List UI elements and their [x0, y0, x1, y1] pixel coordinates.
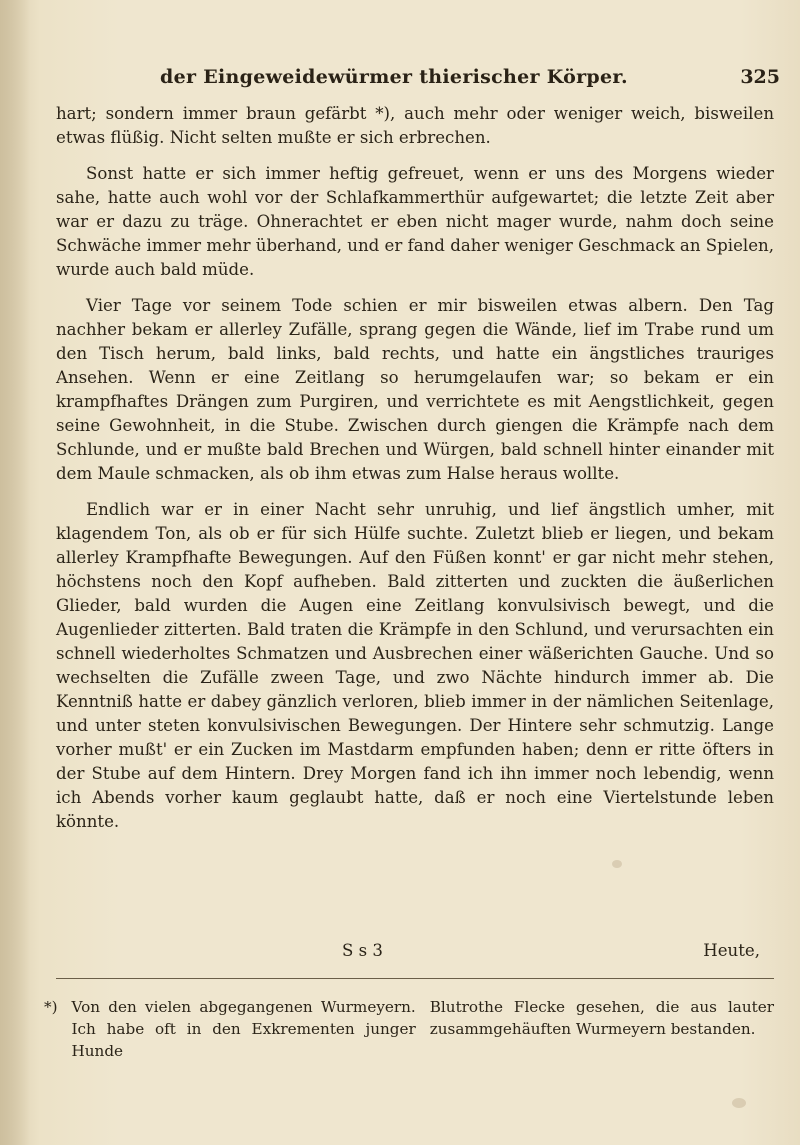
paper-stain — [732, 1098, 746, 1108]
paragraph: Vier Tage vor seinem Tode schien er mir bisweilen etwas albern. Den Tag nachher bekam er allerley Zufälle, sprang gegen die Wände, lief im Trabe rund um den Tisch herum, bald links, bald rechts, und hatte ein ängstliches trauriges Ansehen. Wenn er eine Zeitlang so herumgelaufen war; so bekam er ein krampfhaftes Drängen zum Purgiren, und verrichtete es mit Aengstlichkeit, gegen seine Gewohnheit, in die Stube. Zwischen durch giengen die Krämpfe nach dem Schlunde, und er mußte bald Brechen und Würgen, bald schnell hinter einander mit dem Maule schmacken, als ob ihm etwas zum Halse heraus wollte. — [56, 296, 774, 483]
paragraph: Sonst hatte er sich immer heftig gefreuet, wenn er uns des Morgens wieder sahe, hatte auch wohl vor der Schlafkammerthür aufgewartet; die letzte Zeit aber war er dazu zu träge. Ohnerachtet er eben nicht mager wurde, nahm doch seine Schwäche immer mehr überhand, und er fand daher weniger Geschmack an Spielen, wurde auch bald müde. — [56, 164, 774, 279]
paper-stain — [612, 860, 622, 868]
footnote — [44, 996, 774, 1062]
binding-shadow — [0, 0, 30, 1145]
signature-mark: S s 3 — [342, 941, 383, 960]
footnote-left-column: Von den vielen abgegangenen Wurmeyern. Ich habe oft in den Exkrementen junger Hunde — [71, 998, 416, 1060]
paragraph: Endlich war er in einer Nacht sehr unruhig, und lief ängstlich umher, mit klagendem Ton, als ob er für sich Hülfe suchte. Zuletzt blieb er liegen, und bekam allerley Krampfhafte Bewegungen. Auf den Füßen konnt' er gar nicht mehr stehen, höchstens noch den Kopf aufheben. Bald zitterten und zuckten die äußerlichen Glieder, bald wurden die Augen eine Zeitlang konvulsivisch bewegt, und die Augenlieder zitterten. Bald traten die Krämpfe in den Schlund, und verursachten ein schnell wiederholtes Schmatzen und Ausbrechen einer wäßerichten Gauche. Und so wechselten die Zufälle zween Tage, und zwo Nächte hindurch immer ab. Die Kenntniß hatte er dabey gänzlich verloren, blieb immer in der nämlichen Seitenlage, und unter steten konvulsivischen Bewegungen. Der Hintere sehr schmutzig. Lange vorher mußt' er ein Zucken im Mastdarm empfunden haben; denn er ritte öfters in der Stube auf dem Hintern. Drey Morgen fand ich ihn immer noch lebendig, wenn ich Abends vorher kaum geglaubt hatte, daß er noch eine Viertelstunde leben könnte. — [56, 500, 774, 831]
page-header — [160, 66, 780, 96]
catchword: Heute, — [703, 941, 760, 960]
footnote-rule — [56, 978, 774, 979]
running-head: der Eingeweidewürmer thierischer Körper. — [160, 66, 628, 88]
body-text — [56, 102, 774, 834]
footnote-marker: *) — [44, 998, 58, 1016]
paragraph: hart; sondern immer braun gefärbt *), auch mehr oder weniger weich, bisweilen etwas flüßig. Nicht selten mußte er sich erbrechen. — [56, 104, 774, 147]
footnote-right-column: Blutrothe Flecke gesehen, die aus lauter zusammgehäuften Wurmeyern bestanden. — [429, 998, 774, 1038]
signature-line — [56, 941, 774, 965]
page-number: 325 — [740, 66, 780, 88]
